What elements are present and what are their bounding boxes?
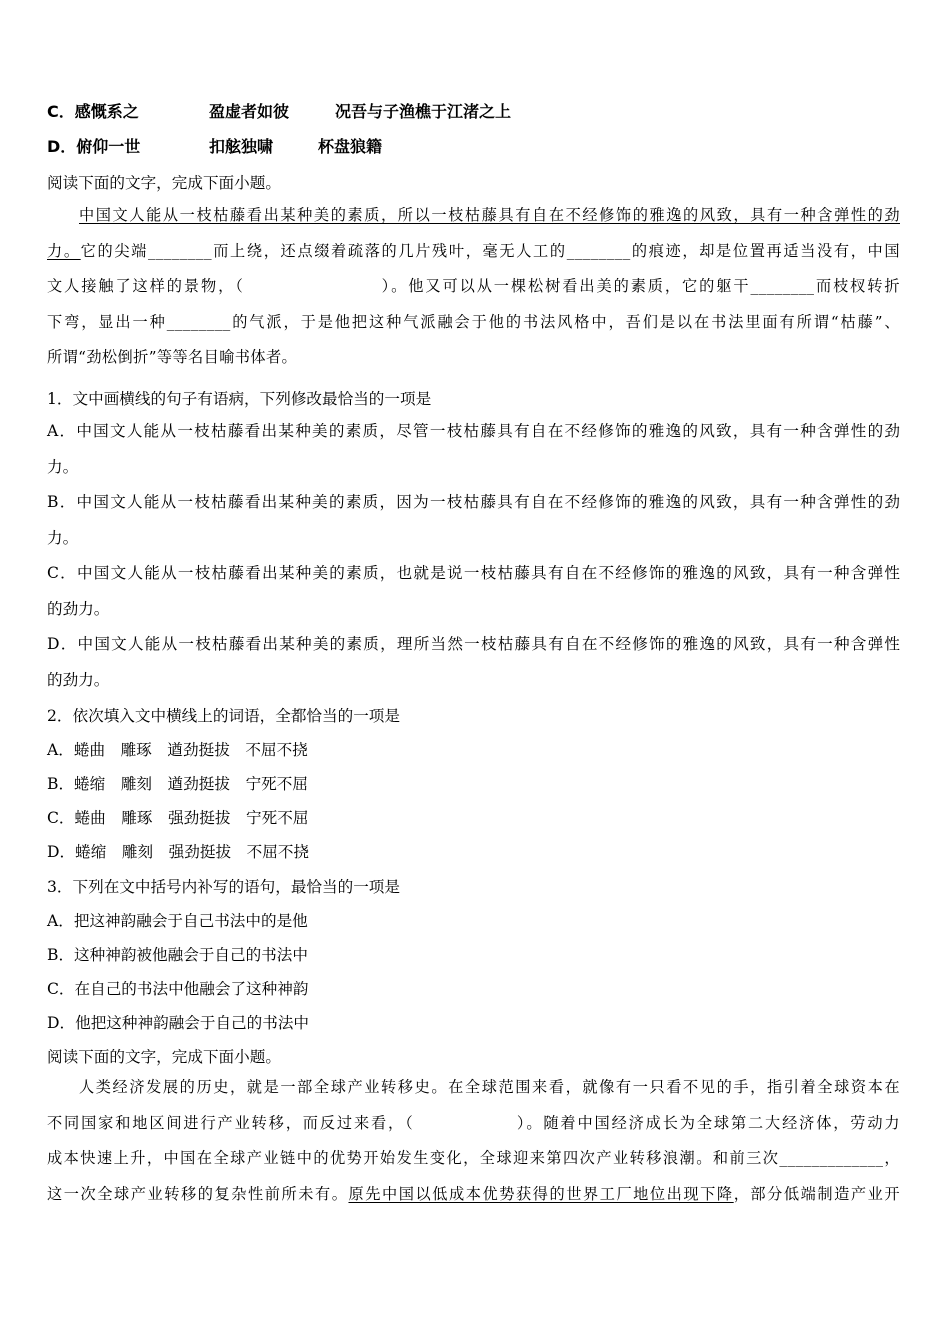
- option-d-b: 扣舷独啸: [209, 137, 274, 156]
- q1-option-a: [47, 414, 900, 485]
- q2-option-b: B．蜷缩 雕刻 遒劲挺拔 宁死不屈: [47, 775, 308, 793]
- option-c-c: 况吾与子渔樵于江渚之上: [335, 102, 512, 121]
- passage-2-line-1: 人类经济发展的历史，就是一部全球产业转移史。在全球范围来看，就像有一只看不见的手，指引着全球资本在: [79, 1078, 900, 1096]
- passage-text: 它的尖端________而上绕，还点缀着疏落的几片残叶，毫无人工的________的痕迹，却是位置再适当没有，中国: [80, 241, 900, 260]
- prev-option-d: [47, 137, 900, 157]
- underlined-sentence-end: 力。: [47, 241, 81, 260]
- passage-1-line-5: 所谓“劲松倒折”等等名目喻书体者。: [47, 348, 298, 366]
- option-text: 的劲力。: [47, 599, 110, 618]
- q1-stem: 1．文中画横线的句子有语病，下列修改最恰当的一项是: [47, 390, 432, 408]
- passage-2-line-4: [47, 1177, 900, 1213]
- option-text: A．中国文人能从一枝枯藤看出某种美的素质，尽管一枝枯藤具有自在不经修饰的雅逸的风致，具有一种含弹性的劲: [47, 422, 900, 440]
- passage-1-line-4: 下弯，显出一种________的气派，于是他把这种气派融会于他的书法风格中，吾们是以在书法里面有所谓“枯藤”、: [47, 312, 900, 331]
- passage-1-line-1: [47, 198, 900, 234]
- q1-option-b: [47, 485, 900, 556]
- underlined-sentence: 原先中国以低成本优势获得的世界工厂地位出现下降: [348, 1184, 734, 1203]
- underlined-sentence: 中国文人能从一枝枯藤看出某种美的素质，所以一枝枯藤具有自在不经修饰的雅逸的风致，具有一种含弹性的劲: [79, 206, 900, 224]
- passage-1-line-3: 文人接触了这样的景物，（ ）。他又可以从一棵松树看出美的素质，它的躯干________而枝杈转折: [47, 277, 900, 295]
- q2-stem: 2．依次填入文中横线上的词语，全都恰当的一项是: [47, 707, 400, 725]
- passage-2-line-2: 不同国家和地区间进行产业转移，而反过来看，（ ）。随着中国经济成长为全球第二大经济体，劳动力: [47, 1113, 900, 1132]
- reading-intro-2: 阅读下面的文字，完成下面小题。: [47, 1048, 281, 1066]
- option-label: C．: [47, 102, 75, 121]
- option-text: C．中国文人能从一枝枯藤看出某种美的素质，也就是说一枝枯藤具有自在不经修饰的雅逸的风致，具有一种含弹性: [47, 564, 900, 582]
- q1-option-d: [47, 627, 900, 698]
- reading-intro-1: 阅读下面的文字，完成下面小题。: [47, 174, 281, 192]
- option-text: 力。: [47, 528, 79, 547]
- option-d-a: 俯仰一世: [76, 137, 141, 156]
- option-text: D．中国文人能从一枝枯藤看出某种美的素质，理所当然一枝枯藤具有自在不经修饰的雅逸的风致，具有一种含弹性: [47, 635, 900, 653]
- option-label: D．: [47, 137, 77, 156]
- passage-text: ，部分低端制造产业开: [733, 1184, 901, 1203]
- prev-option-c: [47, 102, 900, 122]
- option-text: 的劲力。: [47, 670, 110, 689]
- passage-2: [47, 1070, 900, 1212]
- option-text: B．中国文人能从一枝枯藤看出某种美的素质，因为一枝枯藤具有自在不经修饰的雅逸的风致，具有一种含弹性的劲: [47, 493, 900, 511]
- q3-option-c: C．在自己的书法中他融会了这种神韵: [47, 980, 309, 998]
- q3-option-d: D．他把这种神韵融会于自己的书法中: [47, 1014, 310, 1032]
- option-d-c: 杯盘狼籍: [318, 137, 383, 156]
- option-c-b: 盈虚者如彼: [209, 102, 290, 121]
- q2-option-d: D．蜷缩 雕刻 强劲挺拔 不屈不挠: [47, 843, 310, 861]
- option-text: 力。: [47, 457, 79, 476]
- q3-option-a: A．把这神韵融会于自己书法中的是他: [47, 912, 308, 930]
- passage-1-line-2: [47, 234, 900, 270]
- passage-text: 这一次全球产业转移的复杂性前所未有。: [47, 1184, 349, 1203]
- q2-option-c: C．蜷曲 雕琢 强劲挺拔 宁死不屈: [47, 809, 309, 827]
- option-c-a: 感慨系之: [74, 102, 139, 121]
- q1-option-c: [47, 556, 900, 627]
- q2-option-a: A．蜷曲 雕琢 遒劲挺拔 不屈不挠: [47, 741, 308, 759]
- q3-stem: 3．下列在文中括号内补写的语句，最恰当的一项是: [47, 878, 400, 896]
- passage-1: [47, 198, 900, 376]
- q3-option-b: B．这种神韵被他融会于自己的书法中: [47, 946, 308, 964]
- passage-2-line-3: 成本快速上升，中国在全球产业链中的优势开始发生变化，全球迎来第四次产业转移浪潮。和前三次_____________，: [47, 1149, 900, 1167]
